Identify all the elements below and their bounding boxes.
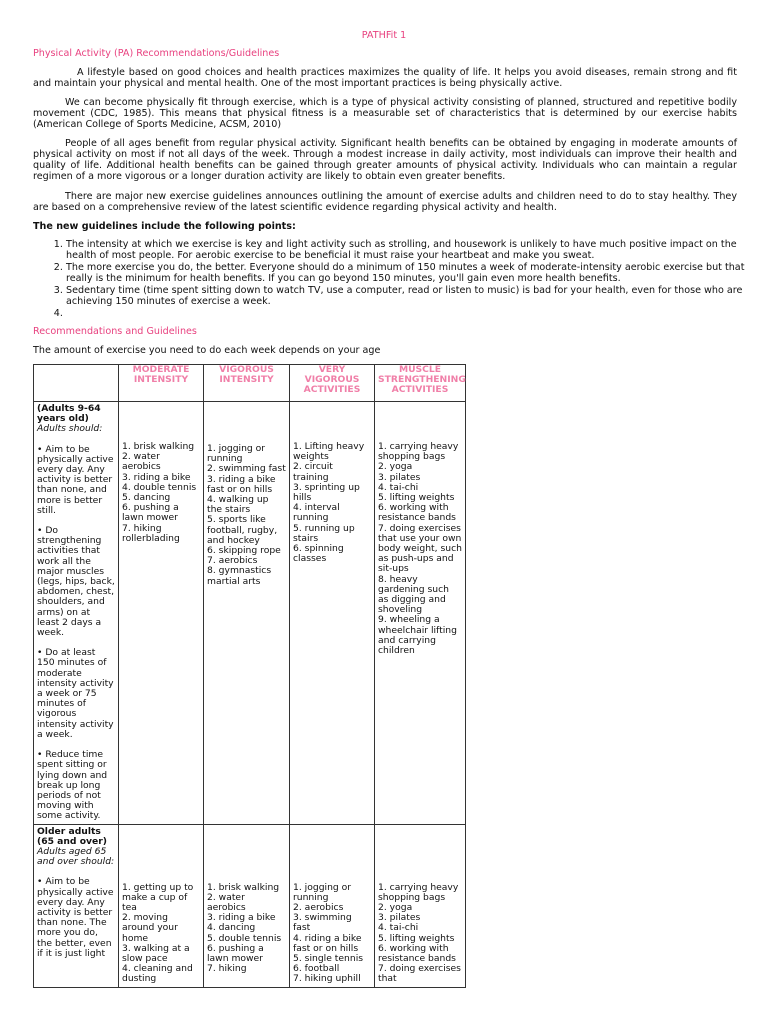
muscle-cell	[375, 402, 466, 825]
activity-item: 4. walking up the stairs	[207, 494, 269, 516]
activity-list	[207, 883, 286, 975]
guideline-point	[66, 308, 768, 319]
activity-item: 4. riding a bike fast or on hills	[293, 932, 362, 954]
activity-item: 5. lifting weights	[378, 492, 455, 504]
activity-item: 4. tai-chi	[378, 922, 419, 934]
activity-item: 5. running up stairs	[293, 522, 355, 544]
vigorous-cell	[204, 824, 290, 987]
activity-item: 4. tai-chi	[378, 481, 419, 493]
activity-item: 3. riding a bike	[207, 912, 276, 924]
page-header: PATHFit 1	[361, 30, 407, 41]
activity-list	[293, 442, 371, 564]
activity-item: 5. sports like football, rugby, and hockey	[207, 514, 278, 546]
activity-item: 6. working with resistance bands	[378, 942, 456, 964]
activity-item: 7. hiking rollerblading	[122, 522, 180, 544]
activity-list	[378, 442, 462, 656]
activity-item: 7. hiking	[207, 963, 247, 975]
activity-item: 2. aerobics	[293, 901, 344, 913]
activity-item: 3. walking at a slow pace	[122, 942, 190, 964]
table-header-cell	[34, 365, 119, 402]
paragraph-1: A lifestyle based on good choices and health practices maximizes the quality of life. It helps you avoid diseases, remain strong and fit and maintain your physical and mental health. One of the most important practices is being physically active.	[33, 67, 737, 89]
section-title-pa: Physical Activity (PA) Recommendations/Guidelines	[33, 48, 280, 59]
activity-item: 6. skipping rope	[207, 545, 281, 557]
table-header-cell: VIGOROUS INTENSITY	[204, 365, 290, 402]
activity-item: 5. lifting weights	[378, 932, 455, 944]
guidelines-title: The new guidelines include the following points:	[33, 221, 296, 232]
activity-item: 8. gymnastics martial arts	[207, 565, 272, 587]
activity-list	[122, 883, 200, 985]
guideline-point: 2. The more exercise you do, the better. Everyone should do a minimum of 150 minutes a week of moderate-intensity aerobic exercise but that really is the minimum for health benefits. If you can go beyond 150 minutes, you'll gain even more health benefits.	[66, 262, 768, 284]
activity-item: 3. riding a bike fast or on hills	[207, 473, 276, 495]
activity-item: 3. pilates	[378, 471, 421, 483]
guideline-bullet: • Reduce time spent sitting or lying down and break up long periods of not moving with some activity.	[37, 749, 108, 822]
table-header-cell: VERY VIGOROUS ACTIVITIES	[290, 365, 375, 402]
activity-item: 2. moving around your home	[122, 912, 178, 944]
paragraph-3: People of all ages benefit from regular physical activity. Significant health benefits can be obtained by engaging in moderate amounts of physical activity on most if not all days of the week. Through a modest increase in daily activity, most individuals can improve their health and quality of life. Additional health benefits can be gained through greater amounts of physical activity. Individuals who can maintain a regular regimen of a more vigorous or a longer duration activity are likely to obtain even greater benefits.	[33, 138, 737, 182]
moderate-cell	[119, 824, 204, 987]
activity-item: 1. brisk walking	[207, 881, 280, 893]
paragraph-2: We can become physically fit through exercise, which is a type of physical activity consisting of planned, structured and repetitive bodily movement (CDC, 1985). This means that physical fitness is a measurable set of characteristics that is determined by our exercise habits (American College of Sports Medicine, ACSM, 2010)	[33, 97, 737, 130]
exercise-table	[33, 364, 466, 988]
activity-list	[207, 444, 286, 587]
activity-item: 2. swimming fast	[207, 463, 286, 475]
activity-item: 4. dancing	[207, 922, 256, 934]
activity-item: 6. pushing a lawn mower	[207, 942, 264, 964]
table-header-cell: MUSCLE STRENGTHENING ACTIVITIES	[375, 365, 466, 402]
table-row-adults	[34, 402, 466, 825]
activity-list	[378, 883, 462, 985]
activity-item: 6. football	[293, 963, 340, 975]
age-group-cell	[34, 824, 119, 987]
activity-item: 7. aerobics	[207, 555, 258, 567]
activity-item: 8. heavy gardening such as digging and shoveling	[378, 573, 449, 616]
activity-item: 6. spinning classes	[293, 543, 344, 565]
activity-item: 1. jogging or running	[293, 881, 352, 903]
activity-item: 3. riding a bike	[122, 471, 191, 483]
activity-list	[293, 883, 371, 985]
guideline-point: 1. The intensity at which we exercise is key and light activity such as strolling, and housework is unlikely to have much positive impact on the health of most people. For aerobic exercise to be beneficial it must raise your heartbeat and make you sweat.	[66, 239, 768, 261]
activity-item: 2. water aerobics	[122, 451, 161, 473]
activity-item: 3. sprinting up hills	[293, 481, 360, 504]
table-row-older	[34, 824, 466, 987]
activity-item: 4. cleaning and dusting	[122, 963, 193, 985]
activity-item: 3. pilates	[378, 912, 421, 924]
table-header-cell: MODERATE INTENSITY	[119, 365, 204, 402]
activity-item: 6. working with resistance bands	[378, 502, 456, 524]
activity-item: 2. yoga	[378, 461, 413, 473]
activity-item: 1. carrying heavy shopping bags	[378, 441, 459, 463]
age-group-subtitle: Adults aged 65 and over should:	[37, 845, 115, 868]
activity-item: 2. circuit training	[293, 461, 333, 483]
guideline-bullet: • Do strengthening activities that work all the major muscles (legs, hips, back, abdomen, chest, shoulders, and arms) on at least 2 days a week.	[37, 525, 115, 639]
age-group-title: (Adults 9-64 years old)	[37, 403, 101, 425]
guideline-bullet: • Aim to be physically active every day. Any activity is better than none. The more you do, the better, even if it is just light	[37, 876, 114, 959]
activity-item: 7. doing exercises that	[378, 963, 461, 985]
vigorous-cell	[204, 402, 290, 825]
paragraph-4: There are major new exercise guidelines announces outlining the amount of exercise adults and children need to do to stay healthy. They are based on a comprehensive review of the latest scientific evidence regarding physical activity and health.	[33, 191, 737, 213]
guideline-bullet: • Aim to be physically active every day. Any activity is better than none, and more is better still.	[37, 443, 114, 516]
activity-item: 1. carrying heavy shopping bags	[378, 881, 459, 903]
age-group-cell	[34, 402, 119, 825]
activity-item: 5. dancing	[122, 492, 171, 504]
activity-item: 3. swimming fast	[293, 912, 352, 934]
guideline-point: 3. Sedentary time (time spent sitting down to watch TV, use a computer, read or listen to music) is bad for your health, even for those who are achieving 150 minutes of exercise a week.	[66, 285, 768, 307]
activity-item: 7. hiking uphill	[293, 973, 361, 985]
age-group-title: Older adults (65 and over)	[37, 825, 107, 847]
intro-line: The amount of exercise you need to do each week depends on your age	[33, 345, 381, 356]
activity-item: 1. jogging or running	[207, 443, 266, 465]
activity-item: 6. pushing a lawn mower	[122, 502, 179, 524]
activity-item: 5. single tennis	[293, 952, 364, 964]
activity-item: 7. doing exercises that use your own body weight, such as push-ups and sit-ups	[378, 522, 462, 575]
moderate-cell	[119, 402, 204, 825]
very-vigorous-cell	[290, 402, 375, 825]
activity-item: 2. water aerobics	[207, 891, 246, 913]
very-vigorous-cell	[290, 824, 375, 987]
muscle-cell	[375, 824, 466, 987]
activity-item: 2. yoga	[378, 901, 413, 913]
activity-item: 4. interval running	[293, 502, 340, 524]
guidelines-list	[33, 239, 768, 320]
activity-item: 1. brisk walking	[122, 441, 195, 452]
activity-item: 1. getting up to make a cup of tea	[122, 881, 194, 913]
activity-item: 1. Lifting heavy weights	[293, 441, 365, 463]
activity-list	[122, 442, 200, 544]
table-header-row	[34, 365, 466, 402]
age-group-subtitle: Adults should:	[37, 423, 103, 435]
guideline-bullet: • Do at least 150 minutes of moderate intensity activity a week or 75 minutes of vigorous intensity activity a week.	[37, 647, 114, 740]
activity-item: 4. double tennis	[122, 481, 197, 493]
activity-item: 5. double tennis	[207, 932, 282, 944]
section-title-recommendations: Recommendations and Guidelines	[33, 326, 197, 337]
activity-item: 9. wheeling a wheelchair lifting and carrying children	[378, 614, 457, 657]
